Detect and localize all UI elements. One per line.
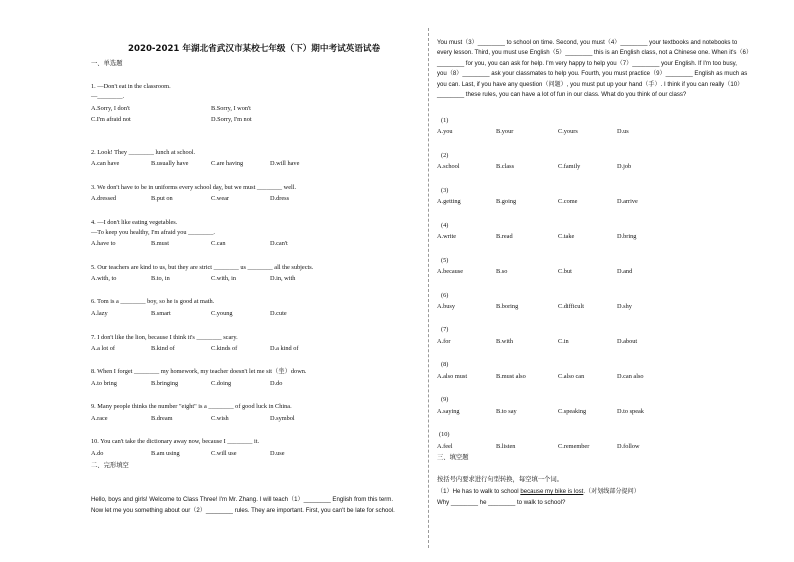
question-6-option-c: C.young [211,310,233,317]
cloze-option-a: A.write [437,233,457,240]
question-6-option-b: B.smart [151,310,171,317]
question-4-reply: —To keep you healthy, I'm afraid you ________. [91,229,215,236]
question-10-option-d: D.use [270,450,285,457]
question-5-option-d: D.in, with [270,275,296,282]
cloze-option-d: D.can also [617,373,644,380]
question-10-stem: 10. You can't take the dictionary away now, because I ________ it. [91,438,260,445]
question-2-stem: 2. Look! They ________ lunch at school. [91,149,196,156]
question-8-option-d: D.do [270,380,283,387]
cloze-option-c: C.remember [558,443,590,450]
question-1-reply: —________. [91,93,125,100]
cloze-option-c: C.yours [558,128,578,135]
cloze-option-d: D.follow [617,443,640,450]
fill-question-1-prefix: （1）He has to walk to school [437,488,521,495]
cloze-option-b: B.your [496,128,514,135]
passage-line: every lesson. Third, you must use English（5）________ this is an English class, not a Chinese one. When it's（6） [437,49,753,56]
fill-question-1 [437,489,640,495]
cloze-option-b: B.read [496,233,513,240]
section-heading-1: 一、单选题 [91,60,123,67]
passage-line: Hello, boys and girls! Welcome to Class Three! I'm Mr. Zhang. I will teach（1）________ English from this term. [91,496,394,503]
cloze-option-c: C.come [558,198,578,205]
question-3-option-a: A.dressed [91,195,117,202]
question-2-option-d: D.will have [270,160,300,167]
cloze-option-a: A.saying [437,408,460,415]
cloze-option-c: C.difficult [558,303,584,310]
question-2-option-c: C.are having [211,160,244,167]
cloze-option-a: A.for [437,338,451,345]
fill-instruction: 按括号内要求进行句型转换，每空填一个词。 [437,476,563,483]
question-8-option-c: C.doing [211,380,232,387]
question-3-stem: 3. We don't have to be in uniforms every school day, but we must ________ well. [91,184,297,191]
question-1-option-b: B.Sorry, I won't [211,105,251,112]
cloze-option-a: A.school [437,163,460,170]
question-3-option-c: C.wear [211,195,230,202]
cloze-option-a: A.you [437,128,453,135]
cloze-option-c: C.take [558,233,575,240]
passage-line: Now let me you something about our（2）________ rules. They are important. First, you can't be late for school. [91,507,395,514]
question-10-option-a: A.do [91,450,104,457]
cloze-option-d: D.us [617,128,629,135]
cloze-option-c: C.speaking [558,408,587,415]
question-5-option-b: B.to, in [151,275,170,282]
cloze-option-d: D.bring [617,233,637,240]
question-10-option-c: C.will use [211,450,237,457]
question-4-option-b: B.must [151,240,170,247]
cloze-number: (4) [441,222,449,229]
question-6-stem: 6. Tom is a ________ boy, so he is good at math. [91,298,215,305]
question-6-option-d: D.cute [270,310,287,317]
cloze-number: (2) [441,152,449,159]
cloze-number: (8) [441,361,449,368]
question-7-option-b: B.kind of [151,345,175,352]
question-3-option-d: D.dress [270,195,290,202]
cloze-option-c: C.also can [558,373,585,380]
question-8-stem: 8. When I forget ________ my homework, my teacher doesn't let me sit（坐）down. [91,368,307,375]
cloze-option-c: C.family [558,163,581,170]
cloze-number: (9) [441,396,449,403]
question-5-option-c: C.with, in [211,275,237,282]
cloze-option-b: B.listen [496,443,516,450]
question-7-option-a: A.a lot of [91,345,115,352]
question-8-option-b: B.bringing [151,380,179,387]
cloze-option-d: D.arrive [617,198,638,205]
cloze-option-a: A.also must [437,373,468,380]
cloze-option-b: B.with [496,338,513,345]
question-1-option-c: C.I'm afraid not [91,116,131,123]
fill-question-1-suffix: .（对划线部分提问） [583,488,640,495]
question-1-option-a: A.Sorry, I don't [91,105,130,112]
cloze-number: (5) [441,257,449,264]
question-9-option-d: D.symbol [270,415,295,422]
question-4-stem: 4. —I don't like eating vegetables. [91,219,178,226]
fill-question-1-underlined: because my bike is lost [520,488,584,495]
cloze-option-d: D.about [617,338,638,345]
cloze-number: (7) [441,326,449,333]
question-4-option-c: C.can [211,240,226,247]
passage-line: You must（3）________ to school on time. Second, you must（4）________ your textbooks and notebooks to [437,39,738,46]
passage-line: you can. Last, if you have any question（问题）, you must put up your hand（手）. I think if you can really（10） [437,81,744,88]
question-9-option-b: B.dream [151,415,173,422]
question-7-stem: 7. I don't like the lion, because I think it's ________ scary. [91,334,238,341]
question-2-option-a: A.can have [91,160,120,167]
question-6-option-a: A.lazy [91,310,108,317]
cloze-option-c: C.but [558,268,572,275]
passage-line: ________ for you, you can ask for help. I'm very happy to help you（7）________ your English. If I'm too busy, [437,60,737,67]
question-2-option-b: B.usually have [151,160,189,167]
question-5-option-a: A.with, to [91,275,117,282]
cloze-option-a: A.busy [437,303,456,310]
question-7-option-c: C.kinds of [211,345,238,352]
cloze-option-d: D.to speak [617,408,644,415]
cloze-number: (3) [441,187,449,194]
passage-line: you（8）________ ask your classmates to help you. Fourth, you must practice（9）________ English as much as [437,70,748,77]
cloze-option-c: C.in [558,338,569,345]
cloze-option-b: B.to say [496,408,517,415]
question-5-stem: 5. Our teachers are kind to us, but they are strict ________ us ________ all the subjects. [91,264,314,271]
question-9-option-a: A.race [91,415,108,422]
question-10-option-b: B.am using [151,450,180,457]
section-heading-2: 二、完形填空 [91,462,129,469]
question-9-stem: 9. Many people thinks the number "eight" is a ________ of good luck in China. [91,403,292,410]
cloze-option-a: A.because [437,268,464,275]
question-9-option-c: C.wish [211,415,229,422]
question-7-option-d: D.a kind of [270,345,299,352]
section-heading-3: 三、填空题 [437,454,469,461]
cloze-option-b: B.class [496,163,515,170]
page-title: 2020-2021 年湖北省武汉市某校七年级（下）期中考试英语试卷 [128,44,381,54]
passage-line: ________ these rules, you can have a lot of fun in our class. What do you think of our class? [437,91,687,98]
cloze-option-b: B.must also [496,373,526,380]
cloze-number: (10) [439,431,450,438]
cloze-option-b: B.going [496,198,517,205]
question-4-option-a: A.have to [91,240,116,247]
column-divider [428,28,429,548]
cloze-option-a: A.getting [437,198,461,205]
question-8-option-a: A.to bring [91,380,117,387]
cloze-option-b: B.so [496,268,508,275]
cloze-option-a: A.feel [437,443,453,450]
fill-question-1-answer: Why ________ he ________ to walk to school? [437,499,566,506]
cloze-option-d: D.shy [617,303,632,310]
question-1-stem: 1. —Don't eat in the classroom. [91,83,171,90]
question-3-option-b: B.put on [151,195,173,202]
cloze-option-d: D.job [617,163,632,170]
cloze-number: (6) [441,292,449,299]
cloze-number: (1) [441,117,449,124]
question-1-option-d: D.Sorry, I'm not [211,116,252,123]
cloze-option-b: B.boring [496,303,519,310]
question-4-option-d: D.can't [270,240,288,247]
cloze-option-d: D.and [617,268,633,275]
